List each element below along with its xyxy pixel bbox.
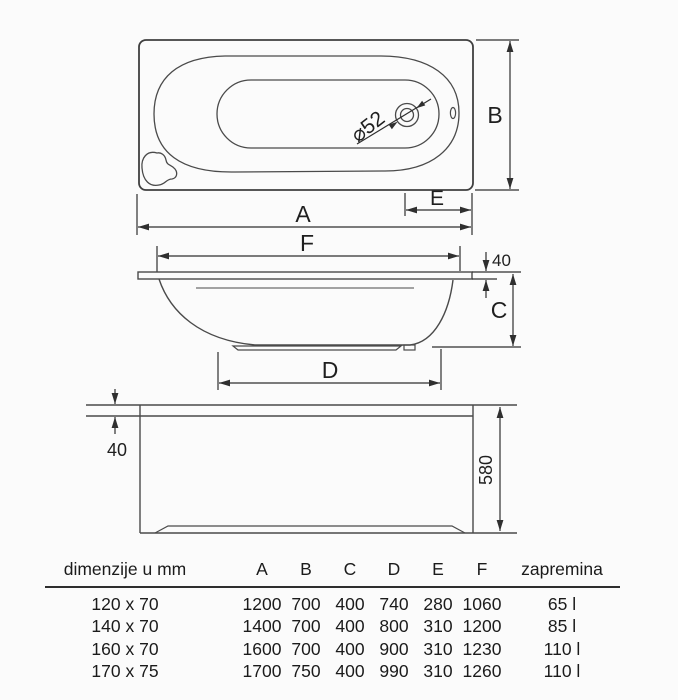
cell-c: 400 (335, 594, 365, 614)
cell-a: 1400 (242, 616, 282, 637)
cell-d: 900 (379, 638, 409, 659)
table-header-c: C (343, 559, 357, 579)
table-row (45, 615, 620, 637)
cell-b: 750 (291, 661, 321, 682)
table-header-b: B (300, 559, 312, 579)
cell-b: 700 (291, 638, 321, 659)
cell-c: 400 (335, 638, 365, 659)
dim-label-b: B (487, 102, 503, 128)
table-header-d: D (387, 559, 401, 579)
cell-e: 310 (423, 616, 453, 637)
cell-f: 1230 (462, 638, 502, 659)
base-skid-side (233, 346, 401, 350)
dim-label-f: F (299, 230, 315, 256)
cell-volume: 110 l (543, 661, 581, 682)
tub-profile-side (159, 279, 453, 345)
cell-size: 140 x 70 (91, 616, 159, 637)
cell-c: 400 (335, 616, 365, 637)
dim-label-d: D (321, 357, 339, 383)
table-row (45, 660, 620, 682)
cell-size: 170 x 75 (91, 661, 159, 682)
cell-size: 160 x 70 (91, 638, 159, 659)
cell-d: 800 (379, 616, 409, 637)
cell-volume: 85 l (547, 616, 577, 637)
cell-c: 400 (335, 661, 365, 682)
table-row (45, 593, 620, 615)
table-row (45, 638, 620, 660)
table-header-row (45, 556, 620, 588)
table-header-e: E (432, 559, 444, 579)
dim-label-40-front: 40 (106, 440, 128, 460)
base-foot (404, 345, 415, 350)
dim-label-c: C (490, 297, 508, 323)
table-header-size: dimenzije u mm (63, 559, 187, 579)
cell-b: 700 (291, 616, 321, 637)
drain-dim-arrow-lower (389, 122, 398, 130)
cell-a: 1200 (242, 594, 282, 614)
dim-label-40-side: 40 (492, 251, 511, 270)
cell-e: 310 (423, 661, 453, 682)
cell-d: 740 (379, 594, 409, 614)
drain-dim-arrow-upper (416, 101, 425, 109)
cell-f: 1060 (462, 594, 502, 614)
cell-e: 310 (423, 638, 453, 659)
cell-e: 280 (423, 594, 453, 614)
drain-diameter-label: ⌀52 (346, 106, 390, 148)
table-body (45, 588, 620, 683)
headrest-shape (142, 152, 177, 185)
table-header-volume: zapremina (521, 559, 603, 579)
table-header-a: A (256, 559, 268, 579)
top-view (137, 40, 519, 235)
rim-slab-side (138, 272, 472, 279)
front-base-skid (155, 526, 465, 533)
dim-label-a: A (295, 201, 311, 227)
front-view (86, 389, 517, 533)
cell-volume: 65 l (547, 594, 577, 614)
dimensions-table (45, 556, 620, 683)
side-view (138, 230, 521, 390)
drain-hole-outer (396, 104, 419, 127)
overflow-hole (450, 108, 455, 119)
cell-volume: 110 l (543, 638, 581, 659)
cell-a: 1600 (242, 638, 282, 659)
dim-label-e: E (429, 187, 445, 210)
cell-b: 700 (291, 594, 321, 614)
cell-f: 1260 (462, 661, 502, 682)
cell-f: 1200 (462, 616, 502, 637)
table-header-f: F (476, 559, 488, 579)
cell-d: 990 (379, 661, 409, 682)
cell-size: 120 x 70 (91, 594, 159, 614)
dim-label-580: 580 (476, 454, 496, 486)
cell-a: 1700 (242, 661, 282, 682)
